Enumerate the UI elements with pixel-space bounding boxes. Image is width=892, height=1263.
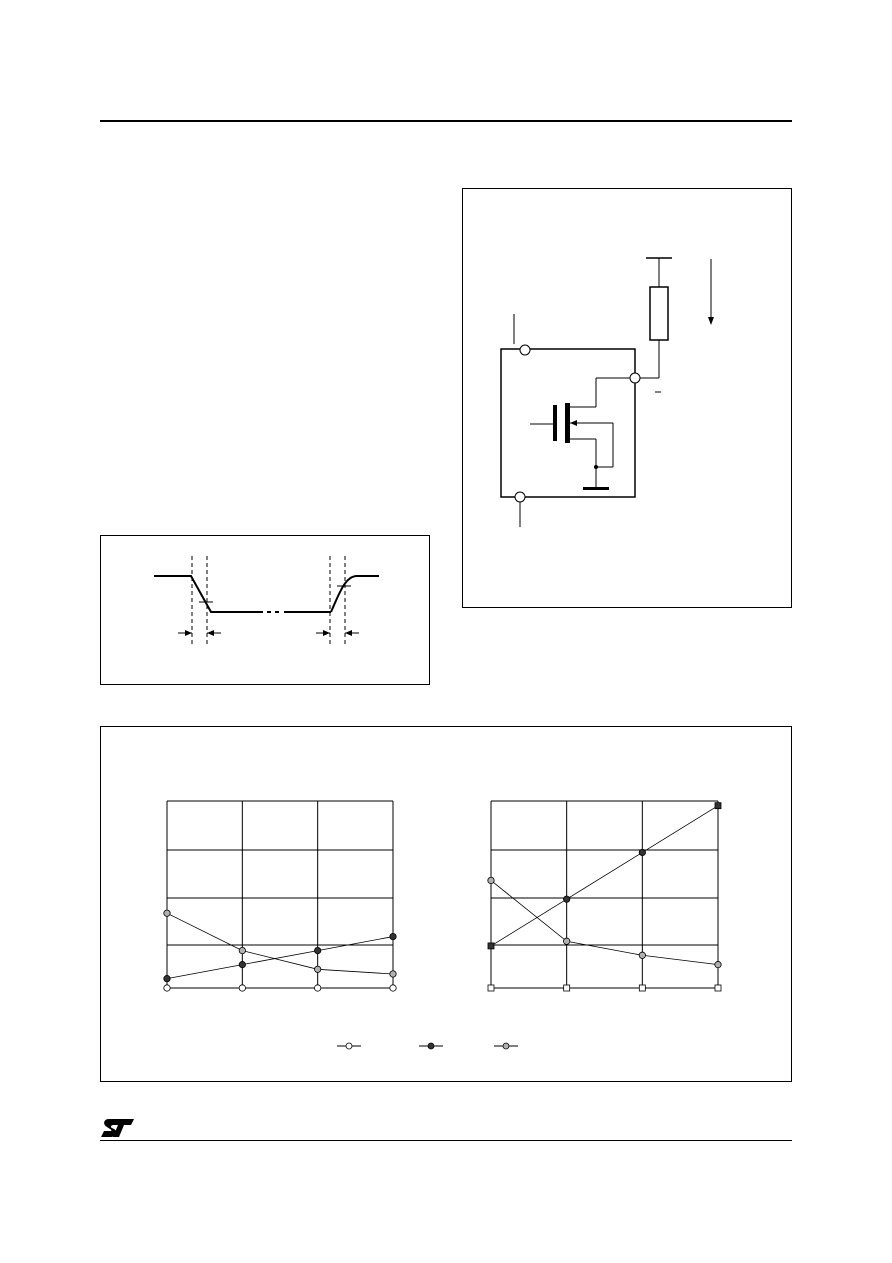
waveform-rising bbox=[331, 576, 379, 612]
data-point bbox=[715, 961, 721, 967]
data-point bbox=[488, 985, 494, 991]
timing-svg bbox=[101, 536, 428, 683]
rise-arrow-right bbox=[345, 630, 352, 636]
data-point bbox=[390, 985, 396, 991]
series-line bbox=[167, 937, 393, 979]
data-point bbox=[164, 985, 170, 991]
series-line bbox=[167, 913, 393, 974]
rise-arrow-left bbox=[323, 630, 330, 636]
data-point bbox=[563, 938, 569, 944]
schematic-svg bbox=[463, 189, 790, 606]
fall-arrow-left bbox=[185, 630, 192, 636]
chart-left bbox=[164, 801, 396, 991]
ground-symbol bbox=[583, 487, 609, 490]
legend-marker bbox=[346, 1043, 352, 1049]
channel bbox=[565, 403, 570, 443]
legend-marker bbox=[428, 1043, 434, 1049]
fall-arrow-right bbox=[207, 630, 214, 636]
chart-right bbox=[488, 801, 721, 991]
data-point bbox=[164, 910, 170, 916]
st-logo-icon bbox=[100, 1117, 136, 1139]
data-point bbox=[564, 985, 570, 991]
data-point bbox=[715, 985, 721, 991]
output-pin bbox=[630, 373, 640, 383]
data-point bbox=[314, 947, 320, 953]
data-point bbox=[314, 985, 320, 991]
data-point bbox=[239, 961, 245, 967]
current-arrow-head bbox=[708, 317, 714, 325]
data-point bbox=[715, 803, 721, 809]
data-point bbox=[639, 849, 645, 855]
data-point bbox=[639, 952, 645, 958]
gate-plate bbox=[553, 405, 557, 441]
chart-legend bbox=[337, 1043, 518, 1049]
st-logo bbox=[100, 1117, 136, 1139]
header-rule bbox=[100, 120, 792, 122]
data-point bbox=[488, 943, 494, 949]
charts-svg bbox=[101, 727, 790, 1080]
series-line bbox=[491, 880, 718, 964]
data-point bbox=[314, 966, 320, 972]
vdd-pin bbox=[520, 345, 530, 355]
junction-dot bbox=[594, 465, 598, 469]
data-point bbox=[488, 877, 494, 883]
timing-figure bbox=[100, 535, 430, 685]
data-point bbox=[239, 947, 245, 953]
series-line bbox=[491, 806, 718, 946]
legend-marker bbox=[503, 1043, 509, 1049]
vss-pin bbox=[515, 492, 525, 502]
schematic-figure bbox=[462, 188, 792, 608]
data-point bbox=[390, 933, 396, 939]
data-point bbox=[639, 985, 645, 991]
data-point bbox=[239, 985, 245, 991]
body-arrow bbox=[570, 420, 577, 426]
pullup-resistor bbox=[650, 287, 668, 340]
footer-rule bbox=[100, 1140, 792, 1141]
data-point bbox=[390, 971, 396, 977]
charts-figure bbox=[100, 726, 792, 1082]
data-point bbox=[563, 896, 569, 902]
waveform-falling bbox=[154, 576, 331, 612]
data-point bbox=[164, 975, 170, 981]
